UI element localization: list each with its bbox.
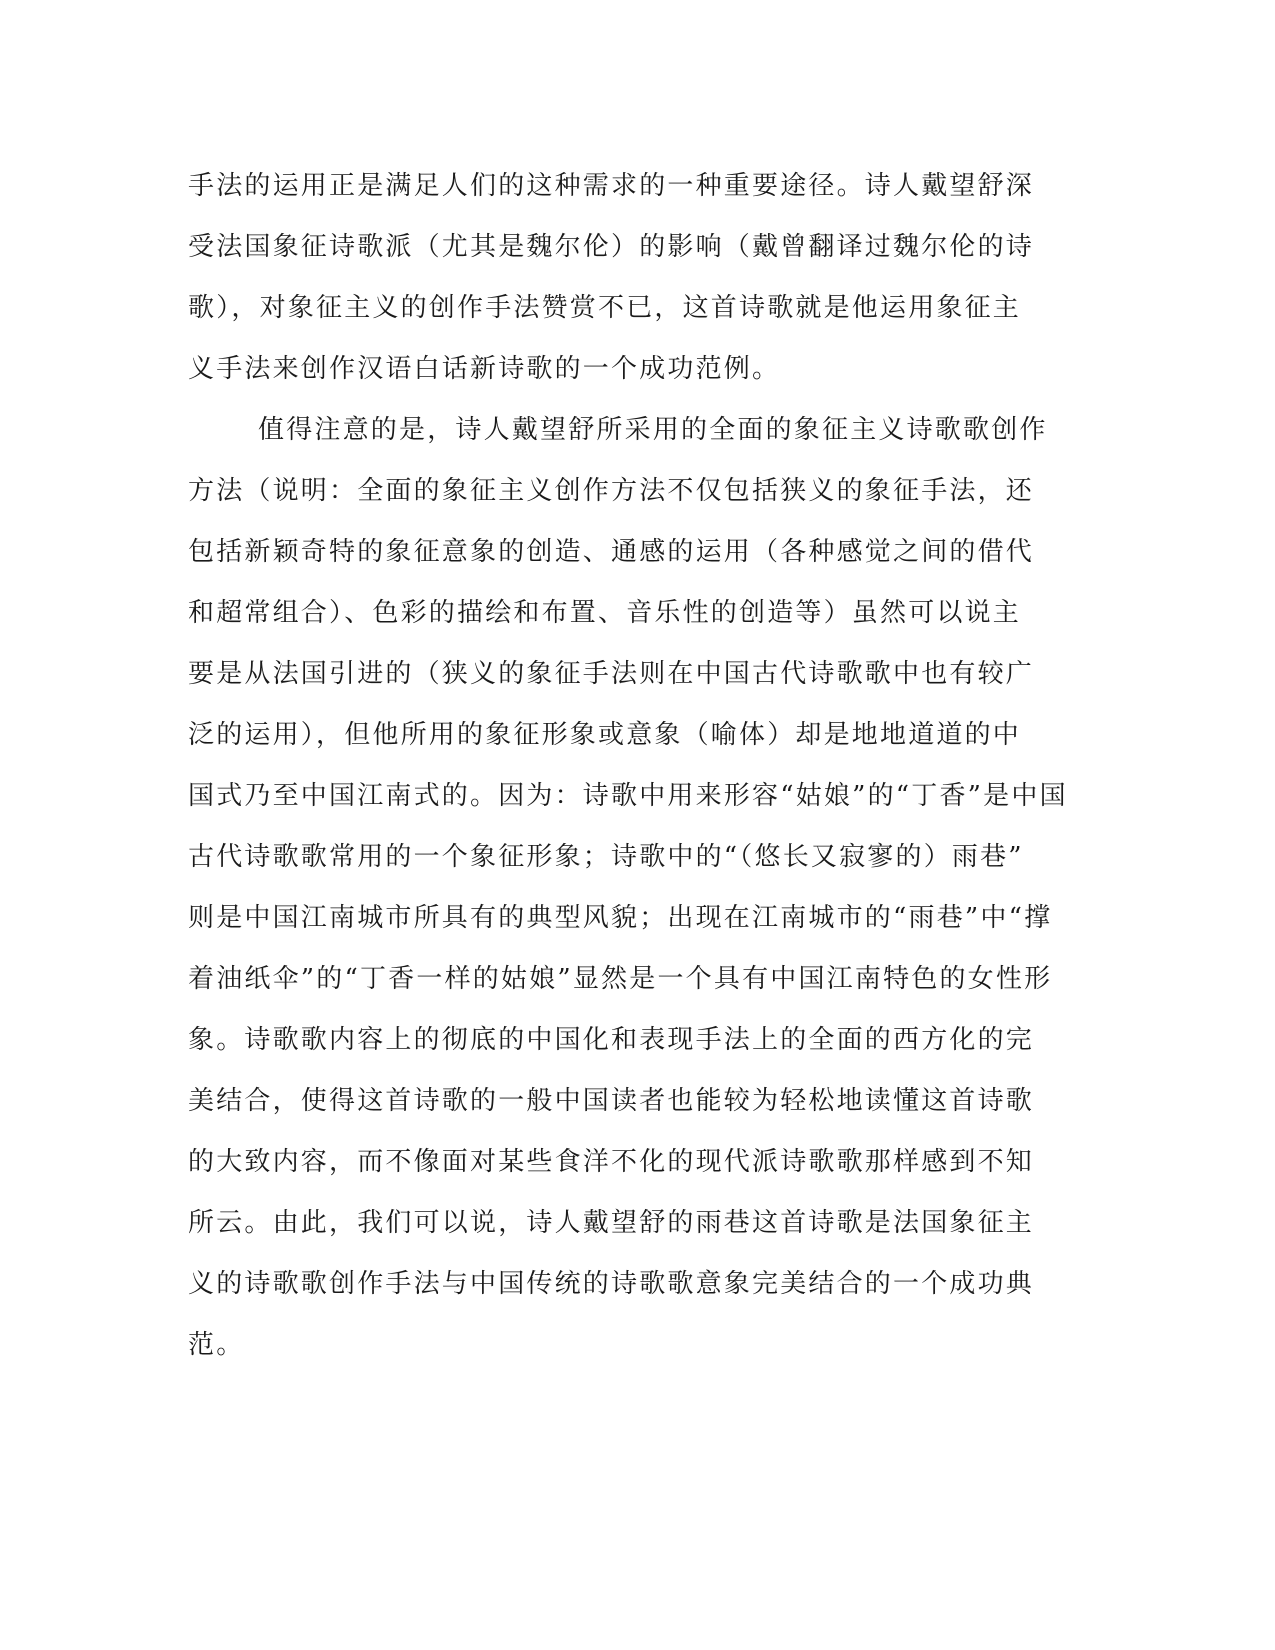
text-line: 美结合，使得这首诗歌的一般中国读者也能较为轻松地读懂这首诗歌 [188,1086,1035,1116]
text-line: 所云。由此，我们可以说，诗人戴望舒的雨巷这首诗歌是法国象征主 [188,1208,1035,1238]
text-line: 方法（说明：全面的象征主义创作方法不仅包括狭义的象征手法，还 [188,476,1035,506]
paragraph-2 [188,400,1078,1376]
text-line: 象。诗歌歌内容上的彻底的中国化和表现手法上的全面的西方化的完 [188,1025,1035,1055]
text-line: 包括新颖奇特的象征意象的创造、通感的运用（各种感觉之间的借代 [188,537,1035,567]
text-line: 的大致内容，而不像面对某些食洋不化的现代派诗歌歌那样感到不知 [188,1147,1035,1177]
text-line: 义手法来创作汉语白话新诗歌的一个成功范例。 [188,354,781,384]
text-line: 范。 [188,1330,245,1360]
text-line: 古代诗歌歌常用的一个象征形象；诗歌中的“（悠长又寂寥的）雨巷” [188,842,1024,872]
text-line: 泛的运用），但他所用的象征形象或意象（喻体）却是地地道道的中 [188,720,1022,750]
text-line: 国式乃至中国江南式的。因为：诗歌中用来形容“姑娘”的“丁香”是中国 [188,781,1068,811]
document-body [188,156,1078,1376]
text-line: 和超常组合）、色彩的描绘和布置、音乐性的创造等）虽然可以说主 [188,598,1022,628]
text-line: 歌），对象征主义的创作手法赞赏不已，这首诗歌就是他运用象征主 [188,293,1022,323]
text-line: 则是中国江南城市所具有的典型风貌；出现在江南城市的“雨巷”中“撑 [188,903,1053,933]
text-line: 着油纸伞”的“丁香一样的姑娘”显然是一个具有中国江南特色的女性形 [188,964,1053,994]
paragraph-1 [188,156,1078,400]
text-line: 受法国象征诗歌派（尤其是魏尔伦）的影响（戴曾翻译过魏尔伦的诗 [188,232,1035,262]
text-line: 义的诗歌歌创作手法与中国传统的诗歌歌意象完美结合的一个成功典 [188,1269,1035,1299]
text-line: 值得注意的是，诗人戴望舒所采用的全面的象征主义诗歌歌创作 [258,415,1048,445]
text-line: 要是从法国引进的（狭义的象征手法则在中国古代诗歌歌中也有较广 [188,659,1035,689]
text-line: 手法的运用正是满足人们的这种需求的一种重要途径。诗人戴望舒深 [188,171,1035,201]
